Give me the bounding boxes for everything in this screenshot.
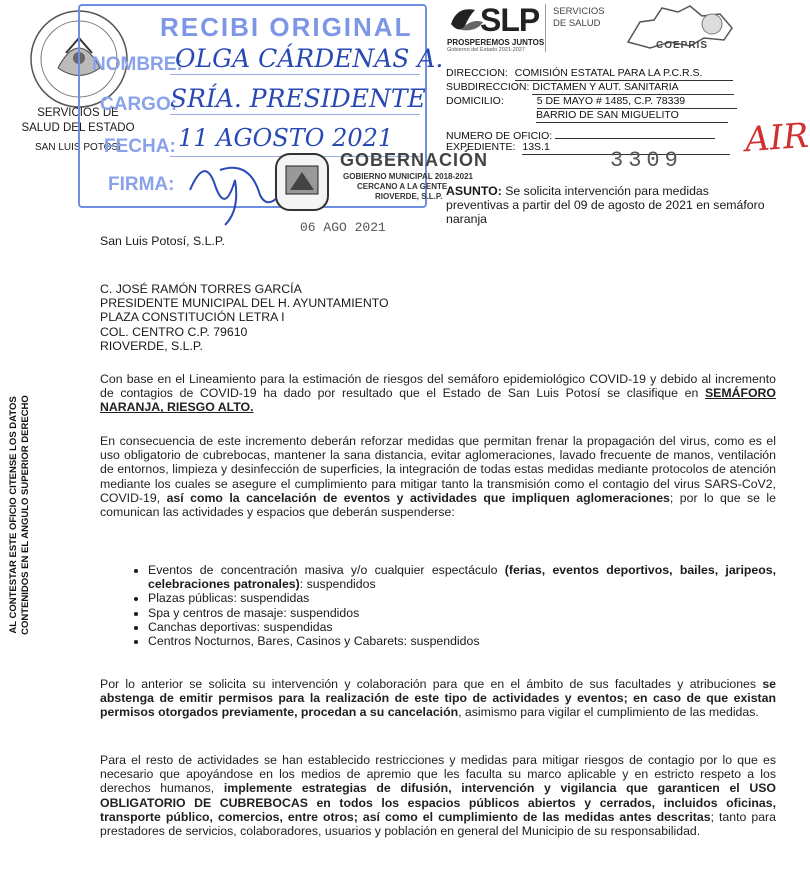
subdireccion-label: SUBDIRECCION:: [446, 81, 530, 93]
sidebar-line1: AL CONTESTAR ESTE OFICIO CITENSE LOS DATOS: [8, 396, 19, 634]
stamp-firma-label: FIRMA:: [108, 174, 175, 195]
list-item: • Centros Nocturnos, Bares, Casinos y Cabarets: suspendidos: [148, 634, 776, 648]
list-item: • Plazas públicas: suspendidas: [148, 591, 776, 605]
subdireccion-row: [446, 80, 734, 95]
list-item: [148, 563, 776, 591]
recipient-line5: RIOVERDE, S.L.P.: [100, 338, 203, 353]
domicilio-value2: BARRIO DE SAN MIGUELITO: [536, 108, 728, 123]
para3-bold: se abstenga de emitir permisos para la realización de este tipo de actividades y eventos; en caso de que existan permisos otorgados previamente, procedan a su cancelación: [100, 677, 776, 720]
org-line2: SALUD DEL ESTADO: [21, 122, 135, 134]
item1-bold: (ferias, eventos deportivos, bailes, jaripeos, celebraciones patronales): [148, 563, 776, 592]
stamp-nombre-label: NOMBRE:: [92, 54, 183, 75]
para2-tail: ; por lo que se le comunican las actividades y espacios que deberán suspenderse:: [100, 490, 776, 520]
asunto: [446, 184, 766, 227]
direccion-value: COMISIÓN ESTATAL PARA LA P.C.R.S.: [515, 66, 733, 81]
place-line: San Luis Potosí, S.L.P.: [100, 234, 225, 248]
slp-tagline: PROSPEREMOS JUNTOS: [447, 38, 545, 47]
health-line1: SERVICIOS: [553, 6, 605, 17]
suspension-list: [130, 563, 776, 648]
stamp-title: RECIBI ORIGINAL: [160, 12, 413, 42]
nombre-line: [170, 74, 420, 75]
municipal-line3: RIOVERDE, S.L.P.: [375, 192, 443, 201]
asunto-text: Se solicita intervención para medidas preventivas a partir del 09 de agosto de 2021 en semáforo naranja: [446, 184, 765, 227]
recipient-line4: COL. CENTRO C.P. 79610: [100, 324, 248, 339]
item1-pre: Eventos de concentración masiva y/o cualquier espectáculo: [148, 563, 505, 577]
paragraph-3: [100, 677, 776, 720]
sidebar-note: [8, 365, 32, 665]
municipal-stamp-title: GOBERNACIÓN: [340, 150, 489, 170]
recipient-line1: C. JOSÉ RAMÓN TORRES GARCÍA: [100, 282, 302, 296]
para4-bold: implemente estrategias de difusión, intervención y vigilancia que garanticen el USO OBLIGATORIO DE CUBREBOCAS en todos los espacios públicos abiertos y cerrados, incluidos oficinas, transporte público, comercios, entre otros; así como el cumplimiento de las medidas antes descritas: [100, 781, 776, 824]
para1-emph: SEMÁFORO NARANJA, RIESGO ALTO.: [100, 386, 776, 415]
oficio-value-line: [555, 126, 715, 139]
para4-tail: ; tanto para prestadores de servicios, colaboradores, usuarios y población en general del Municipio de su responsabilidad.: [100, 809, 776, 839]
domicilio-label: DOMICILIO:: [446, 95, 504, 107]
para3-tail: , asimismo para vigilar el cumplimiento de las medidas.: [458, 705, 759, 720]
domicilio-row2: [536, 108, 728, 123]
para4-text: Para el resto de actividades se han establecido restricciones y medidas para mitigar riesgos de contagio por lo que es necesario que apoyándose en los medios de apremio que les faculta su marco aplicable y en estricto respeto a los derechos humanos,: [100, 753, 776, 796]
subdireccion-value: DICTAMEN Y AUT. SANITARIA: [532, 80, 734, 95]
stamp-cargo-label: CARGO:: [100, 94, 178, 115]
stamp-fecha-label: FECHA:: [104, 136, 176, 157]
para2-text: En consecuencia de este incremento deberán reforzar medidas que permitan frenar la propagación del virus, como es el uso obligatorio de cubrebocas, mantener la sana distancia, evitar aglomeraciones, lavado frecuente de manos, ventilación de entornos, limpieza y desinfección de superficies, la integración de todas estas medidas mediante protocolos de atención mediante los cuales se asegure el cumplimiento para mitigar tanto la transmisión como el contagio del virus SARS-CoV2, COVID-19,: [100, 434, 776, 505]
expediente-label: EXPEDIENTE:: [446, 141, 516, 153]
list-item: • Spa y centros de masaje: suspendidos: [148, 606, 776, 620]
recipient-block: [100, 282, 389, 353]
para2-bold: así como la cancelación de eventos y actividades que impliquen aglomeraciones: [166, 490, 670, 505]
slp-brand: SLP: [480, 2, 540, 38]
handwritten-number: 3309: [610, 148, 683, 173]
municipal-stamp-date: 06 AGO 2021: [300, 220, 386, 235]
oficio-label: NUMERO DE OFICIO:: [446, 130, 553, 142]
recipient-line2: PRESIDENTE MUNICIPAL DEL H. AYUNTAMIENTO: [100, 296, 389, 311]
para3-text: Por lo anterior se solicita su intervención y colaboración para que en el ámbito de sus facultades y atribuciones: [100, 677, 763, 691]
sidebar-line2: CONTENIDOS EN EL ANGULO SUPERIOR DERECHO: [20, 395, 31, 635]
municipal-crest-icon: [270, 150, 334, 214]
health-line2: DE SALUD: [553, 18, 601, 29]
org-line3: SAN LUIS POTOSI: [35, 142, 121, 153]
stamp-nombre-value: OLGA CÁRDENAS A.: [175, 44, 444, 73]
expediente-row: [446, 140, 730, 155]
paragraph-1: [100, 372, 776, 415]
coepris-logo: COEPRIS: [656, 40, 709, 51]
domicilio-value1: 5 DE MAYO # 1485, C.P. 78339: [537, 94, 737, 109]
municipal-line2: CERCANO A LA GENTE: [357, 182, 448, 191]
slp-sub: Gobierno del Estado 2021-2027: [447, 47, 525, 53]
stamp-fecha-value: 11 AGOSTO 2021: [178, 124, 394, 152]
domicilio-row: [446, 94, 737, 109]
paragraph-2: [100, 434, 776, 519]
recipient-line3: PLAZA CONSTITUCIÓN LETRA I: [100, 310, 285, 325]
health-logo-text: [553, 6, 605, 30]
cargo-line: [170, 114, 420, 115]
logo-divider: [545, 4, 546, 52]
para1-text: Con base en el Lineamiento para la estimación de riesgos del semáforo epidemiológico COVID-19 y debido al incremento de contagios de COVID-19 ha dado por resultado que el Estado de San Luis Potosí se clasifique en: [100, 372, 776, 401]
paragraph-4: [100, 753, 776, 838]
municipal-line1: GOBIERNO MUNICIPAL 2018-2021: [343, 172, 473, 181]
stamp-cargo-value: SRÍA. PRESIDENTE: [170, 84, 426, 113]
org-line1: SERVICIOS DE: [37, 107, 119, 119]
item1-post: : suspendidos: [299, 577, 376, 592]
asunto-label: ASUNTO:: [446, 184, 502, 198]
direccion-row: [446, 66, 733, 81]
expediente-value: 13S.1: [522, 140, 730, 155]
direccion-label: DIRECCION:: [446, 67, 508, 79]
margin-note: AIR: [743, 115, 810, 161]
list-item: • Canchas deportivas: suspendidas: [148, 620, 776, 634]
